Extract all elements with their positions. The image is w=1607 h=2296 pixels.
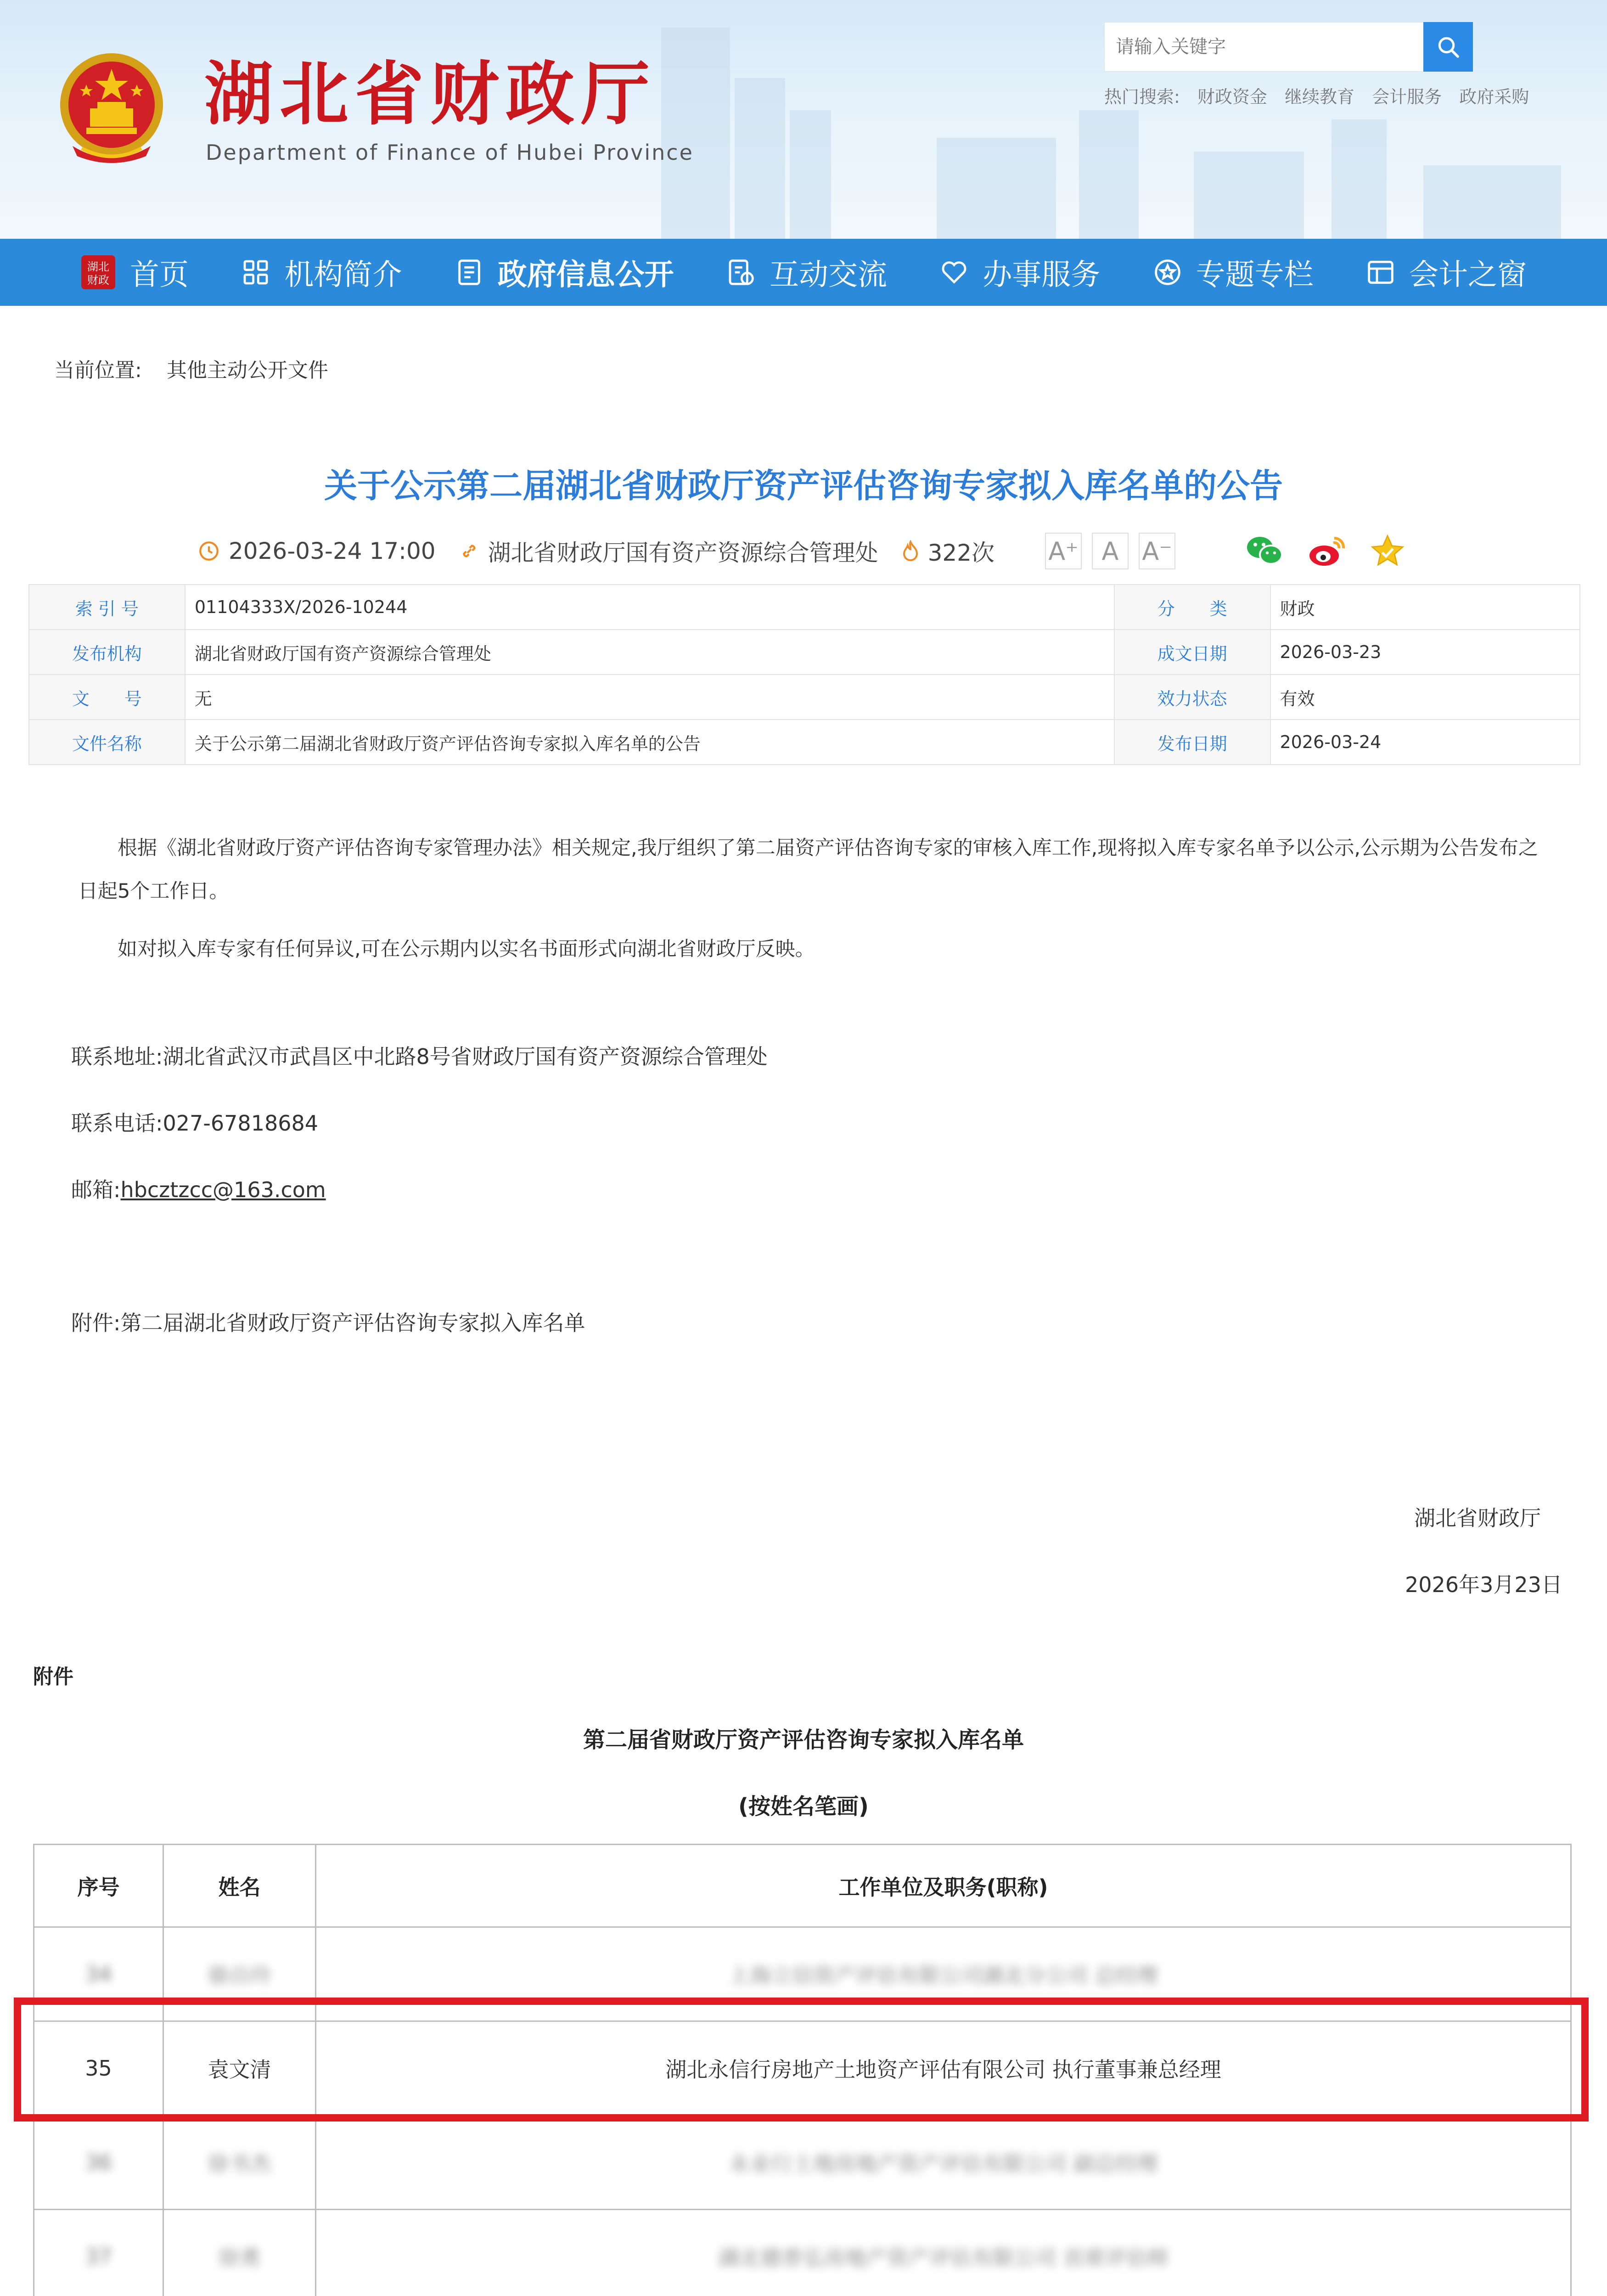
article-title: 关于公示第二届湖北省财政厅资产评估咨询专家拟入库名单的公告 [324, 467, 1283, 505]
nav-label: 机构简介 [284, 258, 402, 292]
hot-search-label: 热门搜索: [1104, 87, 1180, 107]
info-label: 发布机构 [29, 630, 185, 675]
wechat-share-icon[interactable] [1244, 533, 1285, 569]
link-icon [459, 540, 480, 562]
search-input[interactable] [1105, 23, 1425, 71]
info-label: 效力状态 [1114, 675, 1270, 720]
nav-item-home[interactable] [80, 251, 189, 293]
table-row [34, 2210, 1571, 2296]
site-title: 湖北省财政厅 [204, 54, 657, 135]
flame-icon [901, 540, 920, 562]
main-nav [0, 239, 1607, 306]
expert-organization: 上海立信资产评估有限公司湖北分公司 总经理 [316, 1927, 1571, 2021]
national-emblem-logo[interactable] [54, 50, 169, 170]
expert-name: 徐勇 [163, 2210, 316, 2296]
info-row [29, 585, 1580, 630]
highlight-frame [14, 1998, 1589, 2122]
nav-item-interaction[interactable] [726, 251, 887, 293]
info-row [29, 630, 1580, 675]
window-icon [1366, 258, 1395, 287]
search-button[interactable] [1423, 22, 1473, 72]
site-header [0, 0, 1607, 239]
nav-label: 专题专栏 [1196, 258, 1314, 292]
chat-doc-icon [726, 258, 756, 287]
hot-search-link[interactable]: 会计服务 [1372, 87, 1442, 107]
hot-search-bar [1104, 83, 1541, 108]
nav-label: 办事服务 [983, 258, 1101, 292]
font-reset-button[interactable]: A [1092, 533, 1129, 569]
body-paragraph: 如对拟入库专家有任何异议,可在公示期内以实名书面形式向湖北省财政厅反映。 [118, 938, 815, 961]
info-value: 有效 [1270, 675, 1580, 720]
svg-text:财政: 财政 [87, 274, 109, 287]
info-label: 文 号 [29, 675, 185, 720]
info-label: 发布日期 [1114, 720, 1270, 765]
document-info-table [28, 584, 1580, 765]
column-header: 工作单位及职务(职称) [316, 1845, 1571, 1927]
row-number: 34 [34, 1927, 163, 2021]
expert-organization: 湖北德普弘房地产资产评估有限公司 首席评估师 [316, 2210, 1571, 2296]
site-subtitle: Department of Finance of Hubei Province [206, 140, 694, 165]
email-link[interactable]: hbcztzcc@163.com [120, 1177, 326, 1202]
contact-email [71, 1173, 326, 1204]
column-header: 序号 [34, 1845, 163, 1927]
document-icon [455, 258, 484, 287]
contact-address: 联系地址:湖北省武汉市武昌区中北路8号省财政厅国有资产资源综合管理处 [71, 1044, 768, 1069]
nav-item-gov-info[interactable] [455, 251, 674, 293]
info-value: 关于公示第二届湖北省财政厅资产评估咨询专家拟入库名单的公告 [185, 720, 1114, 765]
expert-name: 徐书杰 [163, 2116, 316, 2210]
nav-item-accounting[interactable] [1366, 251, 1527, 293]
font-decrease-button[interactable]: A⁻ [1139, 533, 1175, 569]
info-value: 财政 [1270, 585, 1580, 630]
list-title: 第二届省财政厅资产评估咨询专家拟入库名单 [583, 1727, 1024, 1753]
publish-datetime: 2026-03-24 17:00 [229, 538, 436, 564]
grid-icon [241, 258, 270, 287]
nav-label: 会计之窗 [1409, 258, 1527, 292]
breadcrumb-current[interactable]: 其他主动公开文件 [166, 359, 328, 382]
nav-label: 首页 [130, 258, 189, 292]
heart-icon [939, 258, 969, 287]
table-header-row [34, 1845, 1571, 1927]
signature-date: 2026年3月23日 [1405, 1572, 1562, 1597]
expert-organization: 湖北永信行房地产土地资产评估有限公司 执行董事兼总经理 [316, 2021, 1571, 2116]
search-box [1104, 22, 1426, 72]
nav-item-about[interactable] [241, 251, 402, 293]
row-number: 36 [34, 2116, 163, 2210]
body-paragraph: 根据《湖北省财政厅资产评估咨询专家管理办法》相关规定,我厅组织了第二届资产评估咨询专家的审核入库工作,现将拟入库专家名单予以公示,公示期为公告发布之日起5个工作日。 [78, 837, 1539, 903]
expert-name: 袁文清 [163, 2021, 316, 2116]
expert-name: 骆自玲 [163, 1927, 316, 2021]
row-number: 35 [34, 2021, 163, 2116]
hot-search-link[interactable]: 继续教育 [1285, 87, 1355, 107]
contact-phone: 联系电话:027-67818684 [71, 1111, 319, 1136]
info-value: 湖北省财政厅国有资产资源综合管理处 [185, 630, 1114, 675]
nav-label: 互动交流 [769, 258, 887, 292]
table-row [34, 2116, 1571, 2210]
expert-organization: 永业行土地房地产资产评估有限公司 副总经理 [316, 2116, 1571, 2210]
info-label: 成文日期 [1114, 630, 1270, 675]
favorite-star-icon[interactable] [1369, 533, 1406, 569]
list-subtitle: (按姓名笔画) [738, 1794, 869, 1819]
nav-label: 政府信息公开 [497, 258, 674, 292]
nav-item-topics[interactable] [1153, 251, 1314, 293]
info-value: 2026-03-23 [1270, 630, 1580, 675]
info-value: 无 [185, 675, 1114, 720]
info-value: 01104333X/2026-10244 [185, 585, 1114, 630]
hot-search-link[interactable]: 政府采购 [1459, 87, 1529, 107]
article-meta [197, 533, 1414, 569]
email-label: 邮箱: [71, 1177, 121, 1202]
star-circle-icon [1153, 258, 1182, 287]
info-row [29, 720, 1580, 765]
view-count: 322次 [927, 540, 995, 566]
svg-text:湖北: 湖北 [87, 260, 109, 273]
nav-item-services[interactable] [939, 251, 1100, 293]
info-label: 索 引 号 [29, 585, 185, 630]
weibo-share-icon[interactable] [1307, 533, 1347, 569]
attachment-heading: 附件 [33, 1665, 73, 1688]
clock-icon [197, 540, 220, 563]
column-header: 姓名 [163, 1845, 316, 1927]
home-badge-icon [80, 254, 116, 290]
breadcrumb-label: 当前位置: [54, 359, 142, 382]
signature-org: 湖北省财政厅 [1414, 1506, 1541, 1531]
article-source: 湖北省财政厅国有资产资源综合管理处 [488, 540, 878, 566]
search-icon [1435, 34, 1461, 60]
attachment-link[interactable]: 附件:第二届湖北省财政厅资产评估咨询专家拟入库名单 [71, 1311, 585, 1335]
info-row [29, 675, 1580, 720]
row-number: 37 [34, 2210, 163, 2296]
info-label: 分 类 [1114, 585, 1270, 630]
hot-search-link[interactable]: 财政资金 [1197, 87, 1267, 107]
font-increase-button[interactable]: A⁺ [1045, 533, 1082, 569]
breadcrumb [54, 354, 328, 383]
info-value: 2026-03-24 [1270, 720, 1580, 765]
info-label: 文件名称 [29, 720, 185, 765]
